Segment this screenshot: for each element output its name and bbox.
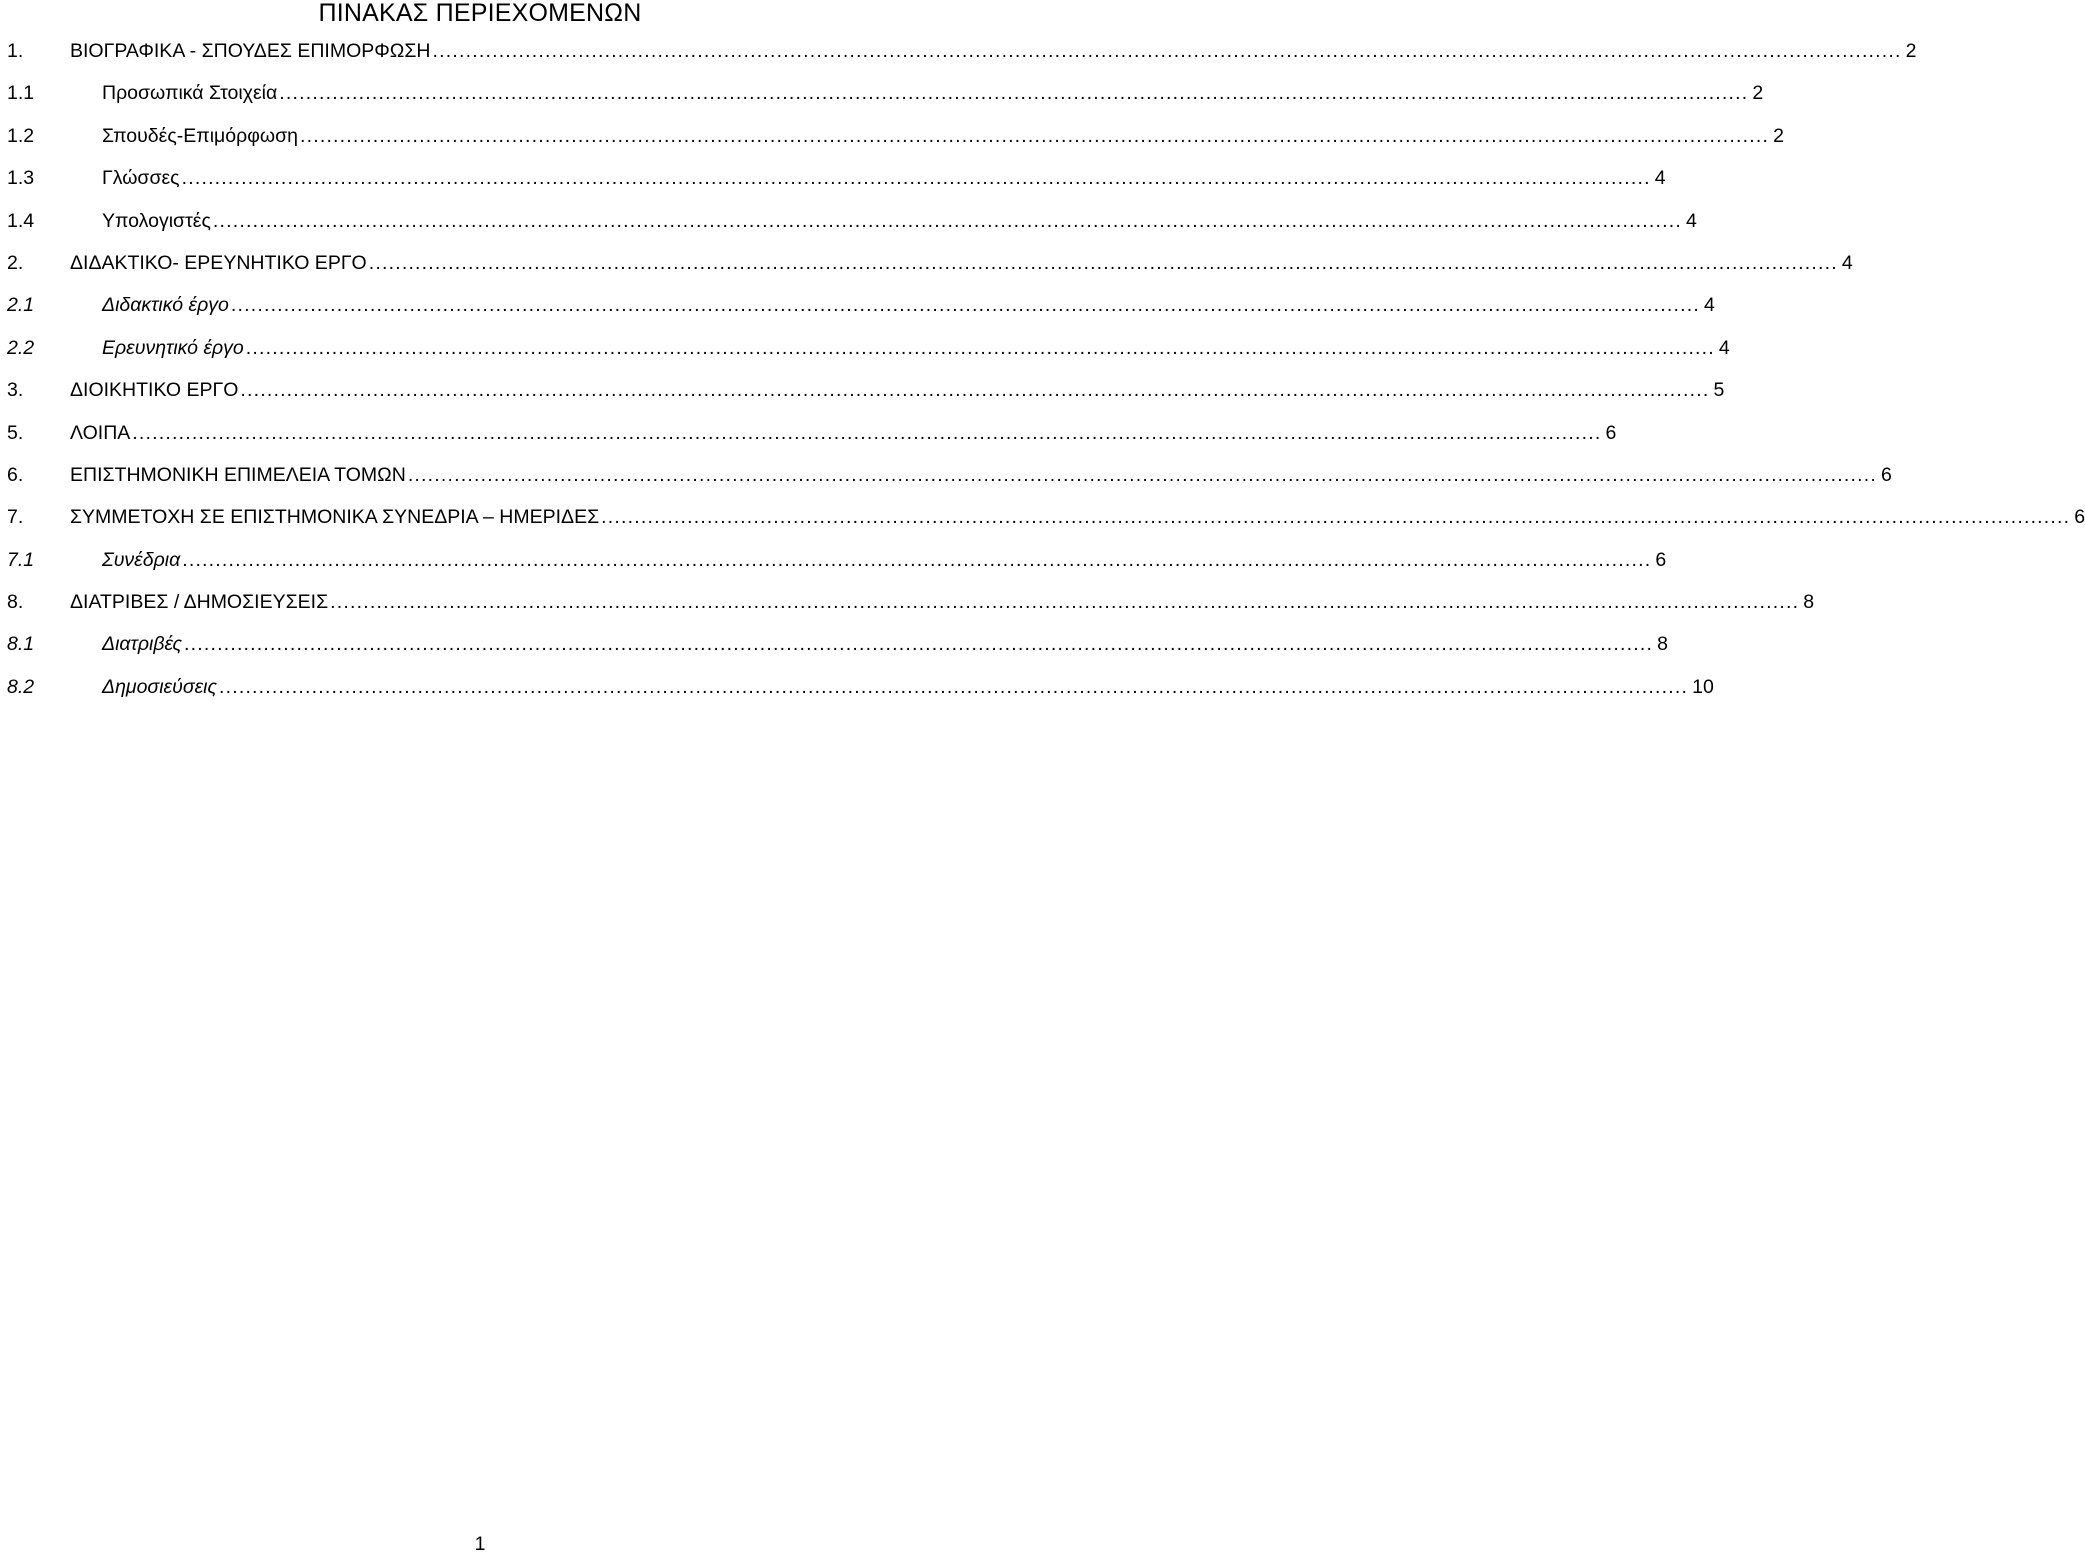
toc-entry-title: Συνέδρια: [102, 548, 181, 571]
toc-entry-number: 8.: [7, 591, 24, 614]
toc-dot-leader: ..............................................................................................................................................................................................................................: [368, 251, 1838, 274]
toc-entry-page: 4: [1841, 251, 1853, 274]
toc-entry-page: 10: [1692, 675, 1714, 698]
toc-entry-number: 8.2: [7, 675, 35, 698]
toc-entry[interactable]: [7, 588, 1815, 630]
toc-entry-page: 8: [1657, 633, 1668, 656]
toc-entry-page: 6: [1605, 421, 1617, 444]
toc-entry-page: 4: [1654, 167, 1666, 190]
toc-entry-number: 2.1: [7, 294, 35, 317]
toc-entry-number: 6.: [7, 463, 24, 486]
toc-dot-leader: ..............................................................................................................................................................................................................................: [330, 591, 1800, 614]
toc-entry[interactable]: [7, 376, 1725, 418]
toc-entry[interactable]: [7, 79, 1764, 121]
toc-entry-page: 2: [1773, 124, 1784, 147]
toc-entry-page: 6: [2074, 506, 2085, 529]
toc-entry-number: 3.: [7, 379, 24, 402]
toc-entry[interactable]: [7, 164, 1666, 206]
toc-entry[interactable]: [7, 37, 1917, 79]
toc-entry-number: 2.2: [7, 336, 35, 359]
toc-entry-page: 6: [1655, 548, 1667, 571]
toc-entry-title: ΔΙΔΑΚΤΙΚΟ- ΕΡΕΥΝΗΤΙΚΟ ΕΡΓΟ: [70, 251, 367, 274]
toc-entry-page: 8: [1803, 591, 1815, 614]
toc-entry-page: 4: [1686, 209, 1697, 232]
toc-entry-number: 1.: [7, 40, 24, 62]
toc-entry-title: Δημοσιεύσεις: [102, 675, 217, 698]
toc-dot-leader: ..............................................................................................................................................................................................................................: [182, 548, 1652, 571]
toc-entry-title: Προσωπικά Στοιχεία: [102, 82, 278, 105]
toc-entry[interactable]: [7, 334, 1730, 376]
toc-dot-leader: ..............................................................................................................................................................................................................................: [212, 209, 1683, 232]
toc-entry[interactable]: [7, 503, 2085, 545]
toc-dot-leader: ..............................................................................................................................................................................................................................: [299, 124, 1770, 147]
toc-dot-leader: ..............................................................................................................................................................................................................................: [230, 294, 1700, 317]
toc-entry-number: 1.3: [7, 167, 35, 190]
toc-entry-page: 6: [1880, 463, 1892, 486]
toc-title: ΠΙΝΑΚΑΣ ΠΕΡΙΕΧΟΜΕΝΩΝ: [318, 0, 642, 27]
toc-entry-title: ΔΙΟΙΚΗΤΙΚΟ ΕΡΓΟ: [70, 379, 239, 402]
toc-entry-title: ΕΠΙΣΤΗΜΟΝΙΚΗ ΕΠΙΜΕΛΕΙΑ ΤΟΜΩΝ: [70, 463, 406, 486]
toc-entry-page: 2: [1905, 40, 1917, 62]
toc-entry-page: 4: [1704, 294, 1715, 317]
toc-entry-number: 7.: [7, 506, 24, 529]
toc-entry-number: 1.2: [7, 124, 35, 147]
toc-entry-number: 2.: [7, 251, 24, 274]
toc-dot-leader: ..............................................................................................................................................................................................................................: [601, 506, 2071, 529]
toc-dot-leader: ..............................................................................................................................................................................................................................: [245, 336, 1715, 359]
toc-entry-title: Διατριβές: [102, 633, 182, 656]
toc-entry-number: 7.1: [7, 548, 35, 571]
toc-dot-leader: ..............................................................................................................................................................................................................................: [181, 167, 1651, 190]
toc-entry[interactable]: [7, 461, 1892, 503]
toc-entry-title: Διδακτικό έργο: [102, 294, 229, 317]
toc-entry[interactable]: [7, 207, 1697, 249]
page-number: 1: [474, 1533, 486, 1555]
toc-entry[interactable]: [7, 546, 1667, 588]
toc-dot-leader: ..............................................................................................................................................................................................................................: [218, 675, 1689, 698]
toc-dot-leader: ..............................................................................................................................................................................................................................: [240, 379, 1710, 402]
toc-entry-title: ΛΟΙΠΑ: [70, 421, 131, 444]
toc-entry[interactable]: [7, 122, 1784, 164]
toc-entry[interactable]: [7, 673, 1714, 715]
toc-dot-leader: ..............................................................................................................................................................................................................................: [132, 421, 1602, 444]
toc-dot-leader: ..............................................................................................................................................................................................................................: [279, 82, 1749, 105]
toc-entry-title: Υπολογιστές: [102, 209, 211, 232]
toc-dot-leader: ..............................................................................................................................................................................................................................: [184, 633, 1654, 656]
toc-dot-leader: ..............................................................................................................................................................................................................................: [432, 40, 1902, 62]
toc-entry-number: 8.1: [7, 633, 35, 656]
toc-entry-title: Γλώσσες: [102, 167, 180, 190]
toc-entry[interactable]: [7, 249, 1853, 291]
toc-entry[interactable]: [7, 419, 1617, 461]
toc-entry-page: 4: [1718, 336, 1730, 359]
toc-entry-page: 5: [1713, 379, 1725, 402]
toc-entry-page: 2: [1752, 82, 1764, 105]
toc-entry-title: ΣΥΜΜΕΤΟΧΗ ΣΕ ΕΠΙΣΤΗΜΟΝΙΚΑ ΣΥΝΕΔΡΙΑ – ΗΜΕΡΙΔΕΣ: [70, 506, 600, 529]
toc-entry-title: Σπουδές-Επιμόρφωση: [102, 124, 298, 147]
toc-entry[interactable]: [7, 291, 1715, 333]
table-of-contents: [7, 37, 2085, 715]
toc-entry-title: ΔΙΑΤΡΙΒΕΣ / ΔΗΜΟΣΙΕΥΣΕΙΣ: [70, 591, 329, 614]
toc-entry-number: 5.: [7, 421, 24, 444]
toc-entry[interactable]: [7, 630, 1668, 672]
toc-entry-number: 1.1: [7, 82, 35, 105]
toc-entry-title: ΒΙΟΓΡΑΦΙΚΑ - ΣΠΟΥΔΕΣ ΕΠΙΜΟΡΦΩΣΗ: [70, 40, 431, 62]
toc-entry-number: 1.4: [7, 209, 35, 232]
toc-dot-leader: ..............................................................................................................................................................................................................................: [407, 463, 1877, 486]
toc-entry-title: Ερευνητικό έργο: [102, 336, 244, 359]
